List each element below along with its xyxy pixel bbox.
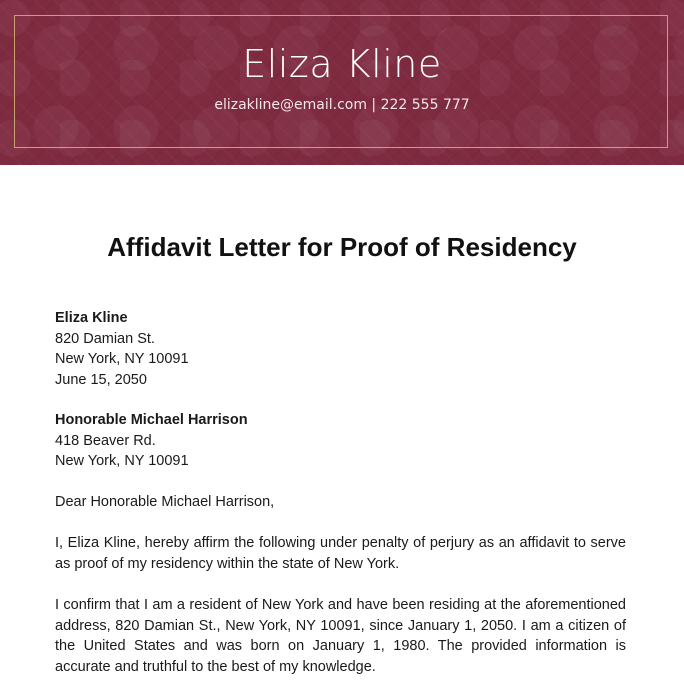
recipient-city: New York, NY 10091: [55, 453, 189, 470]
letterhead-name: Eliza Kline: [242, 42, 442, 86]
sender-street: 820 Damian St.: [55, 330, 155, 347]
salutation: [55, 492, 630, 513]
body-paragraph-1: I, Eliza Kline, hereby affirm the following under penalty of perjury as an affidavit to serve as proof of my residency within the state of New York.: [55, 535, 626, 572]
document-title: Affidavit Letter for Proof of Residency: [107, 232, 577, 262]
recipient-name: Honorable Michael Harrison: [55, 412, 248, 428]
letterhead-banner: [0, 0, 684, 165]
letter-date: June 15, 2050: [55, 371, 147, 388]
body-paragraph-2: I confirm that I am a resident of New York and have been residing at the aforementioned address, 820 Damian St., New York, NY 10091, since January 1, 2050. I am a citizen of the United States and was born on January 1, 1980. The provided information is accurate and truthful to the best of my knowledge.: [55, 597, 626, 675]
letterhead-contact: elizakline@email.com | 222 555 777: [214, 97, 470, 113]
recipient-street: 418 Beaver Rd.: [55, 432, 156, 449]
sender-address-block: [55, 308, 630, 390]
sender-name: Eliza Kline: [55, 310, 128, 326]
salutation-text: Dear Honorable Michael Harrison,: [55, 494, 275, 510]
sender-city: New York, NY 10091: [55, 351, 189, 368]
recipient-address-block: [55, 410, 630, 472]
